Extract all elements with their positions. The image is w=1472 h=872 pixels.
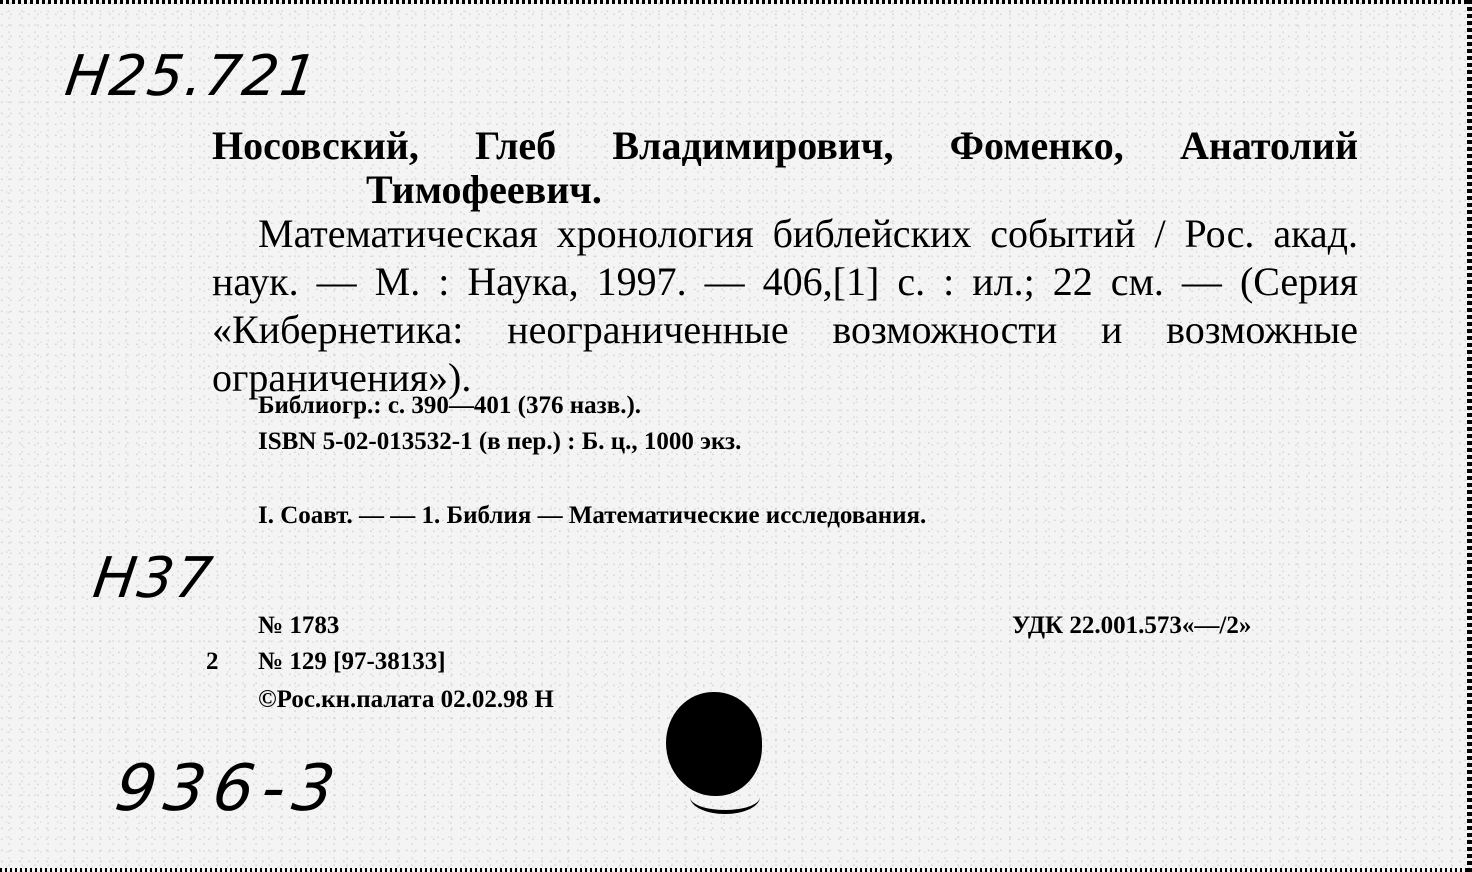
isbn-line: ISBN 5-02-013532-1 (в пер.) : Б. ц., 1000 экз.	[258, 428, 742, 455]
authors-line-2: Тимофеевич.	[366, 167, 602, 212]
tracing-line: I. Соавт. — — 1. Библия — Математические исследования.	[258, 502, 927, 529]
udk-code: УДК 22.001.573«—/2»	[1012, 612, 1252, 639]
copyright-line: ©Рос.кн.палата 02.02.98 Н	[258, 686, 554, 713]
bibliography-note: Библиогр.: с. 390—401 (376 назв.).	[258, 392, 642, 419]
handwritten-middle-mark: Н37	[89, 546, 218, 611]
ink-blot-tail	[690, 780, 760, 814]
top-edge	[0, 0, 1472, 4]
card-number-2-prefix: 2	[206, 648, 219, 675]
card-number-2: № 129 [97-38133]	[258, 648, 446, 675]
handwritten-top-mark: Н25.721	[61, 44, 323, 109]
authors-line-1: Носовский, Глеб Владимирович, Фоменко, Анатолий	[212, 123, 1358, 168]
bottom-edge	[0, 868, 1472, 872]
right-edge	[1467, 0, 1472, 872]
card-number-1: № 1783	[258, 612, 340, 639]
title-description: Математическая хронология библейских событий / Рос. акад. наук. — М. : Наука, 1997. — 406,[1] с. : ил.; 22 см. — (Серия «Кибернетика: неограниченные возможности и возможные ограничения»).	[212, 211, 1358, 400]
handwritten-bottom-mark: 936-3	[110, 752, 348, 826]
